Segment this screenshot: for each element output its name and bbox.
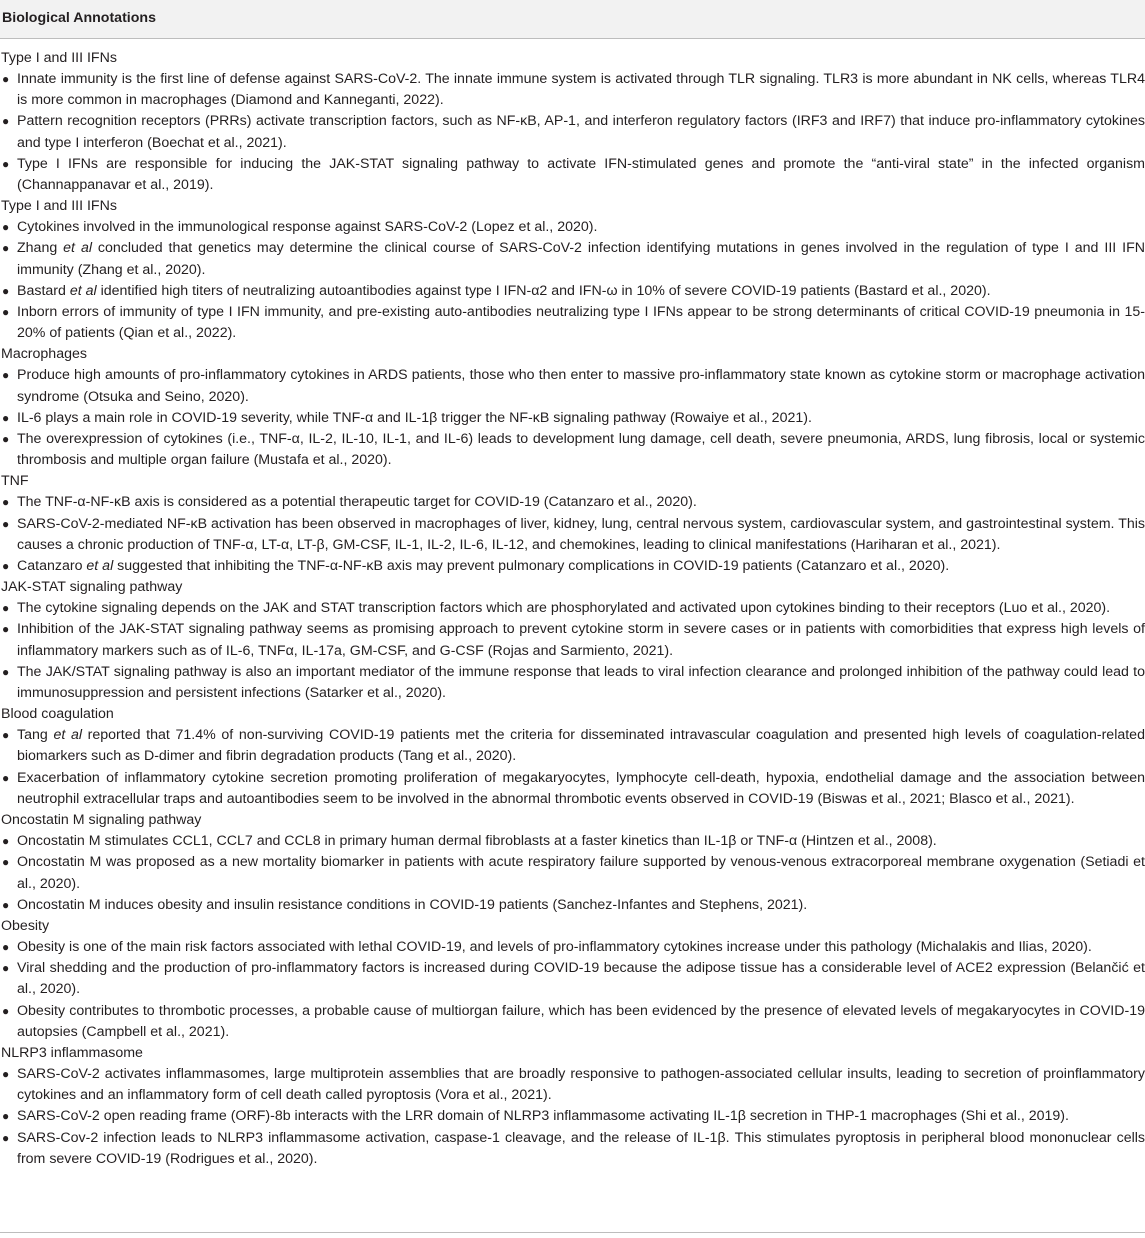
bullet-list [0, 492, 1145, 577]
item-text: Bastard [17, 282, 70, 299]
item-text: The overexpression of cytokines (i.e., TNF-α, IL-2, IL-10, IL-1, and IL-6) leads to development lung damage, cell death, severe pneumonia, ARDS, lung fibrosis, local or systemic thrombosis and multiple organ failure (Mustafa et al., 2020). [17, 431, 1145, 469]
list-item [0, 217, 1145, 238]
italic-text: et al [69, 282, 97, 299]
item-text: IL-6 plays a main role in COVID-19 severity, while TNF-α and IL-1β trigger the NF-κB signaling pathway (Rowaiye et al., 2021). [17, 409, 812, 426]
item-text: SARS-CoV-2-mediated NF-κB activation has been observed in macrophages of liver, kidney, lung, central nervous system, cardiovascular system, and gastrointestinal system. This causes a chronic production of TNF-α, LT-α, LT-β, GM-CSF, IL-1, IL-2, IL-6, IL-12, and chemokines, leading to clinical manifestations (Hariharan et al., 2021). [17, 515, 1145, 553]
list-item [0, 281, 1145, 302]
bottom-rule [0, 1232, 1145, 1233]
table-body [0, 39, 1145, 1170]
item-text: reported that 71.4% of non-surviving COVID-19 patients met the criteria for disseminated intravascular coagulation and presented high levels of coagulation-related biomarkers such as D-dimer and fibrin degradation products (Tang et al., 2020). [17, 727, 1145, 765]
section [0, 1043, 1145, 1170]
bullet-list [0, 725, 1145, 810]
item-text: Exacerbation of inflammatory cytokine secretion promoting proliferation of megakaryocytes, lymphocyte cell-death, hypoxia, endothelial damage and the association between neutrophil extracellular traps and autoantibodies seem to be involved in the abnormal thrombotic events observed in COVID-19 (Biswas et al., 2021; Blasco et al., 2021). [17, 769, 1145, 807]
list-item [0, 1128, 1145, 1170]
list-item [0, 365, 1145, 407]
list-item [0, 958, 1145, 1000]
section [0, 704, 1145, 810]
list-item [0, 154, 1145, 196]
section [0, 916, 1145, 1043]
item-text: Obesity is one of the main risk factors associated with lethal COVID-19, and levels of pro-inflammatory cytokines increase under this pathology (Michalakis and Ilias, 2020). [17, 938, 1092, 955]
section-title: TNF [1, 473, 29, 490]
bullet-icon: ● [2, 283, 10, 298]
item-text: Produce high amounts of pro-inflammatory cytokines in ARDS patients, those who then enter to massive pro-inflammatory state known as cytokine storm or macrophage activation syndrome (Otsuka and Seino, 2020). [17, 367, 1145, 405]
item-text: Inborn errors of immunity of type I IFN immunity, and pre-existing auto-antibodies neutralizing type I IFNs appear to be strong determinants of critical COVID-19 pneumonia in 15-20% of patients (Qian et al., 2022). [17, 304, 1145, 342]
italic-text: et al [63, 240, 92, 257]
list-item [0, 937, 1145, 958]
list-item [0, 598, 1145, 619]
list-item [0, 514, 1145, 556]
list-item [0, 768, 1145, 810]
bullet-icon: ● [2, 516, 10, 531]
item-text: Inhibition of the JAK-STAT signaling pathway seems as promising approach to prevent cytokine storm in severe cases or in patients with comorbidities that express high levels of inflammatory markers such as of IL-6, TNFα, IL-17a, GM-CSF, and G-CSF (Rojas and Sarmiento, 2021). [17, 621, 1145, 659]
item-text: Oncostatin M induces obesity and insulin resistance conditions in COVID-19 patients (Sanchez-Infantes and Stephens, 2021). [17, 896, 808, 913]
italic-text: et al [53, 727, 82, 744]
list-item [0, 1106, 1145, 1127]
item-text: Cytokines involved in the immunological response against SARS-CoV-2 (Lopez et al., 2020). [17, 219, 598, 236]
section-title: NLRP3 inflammasome [1, 1044, 143, 1061]
section-title: JAK-STAT signaling pathway [1, 579, 183, 596]
item-text: The cytokine signaling depends on the JAK and STAT transcription factors which are phosphorylated and activated upon cytokines binding to their receptors (Luo et al., 2020). [17, 600, 1111, 617]
item-text: suggested that inhibiting the TNF-α-NF-κB axis may prevent pulmonary complications in COVID-19 patients (Catanzaro et al., 2020). [113, 558, 950, 575]
bullet-icon: ● [2, 305, 10, 320]
item-text: Innate immunity is the first line of defense against SARS-CoV-2. The innate immune system is activated through TLR signaling. TLR3 is more abundant in NK cells, whereas TLR4 is more common in macrophages (Diamond and Kanneganti, 2022). [17, 71, 1145, 109]
bullet-icon: ● [2, 601, 10, 616]
bullet-icon: ● [2, 72, 10, 86]
bullet-icon: ● [2, 664, 10, 679]
list-item [0, 1001, 1145, 1043]
bullet-icon: ● [2, 241, 10, 256]
bullet-list [0, 1064, 1145, 1170]
item-text: Oncostatin M was proposed as a new mortality biomarker in patients with acute respiratory failure supported by venous-venous extracorporeal membrane oxygenation (Setiadi et al., 2020). [17, 854, 1145, 892]
bullet-icon: ● [2, 939, 10, 954]
list-item [0, 492, 1145, 513]
list-item [0, 662, 1145, 704]
bullet-icon: ● [2, 432, 10, 447]
bullet-icon: ● [2, 728, 10, 743]
bullet-icon: ● [2, 622, 10, 637]
section-title: Type I and III IFNs [1, 198, 117, 215]
bullet-icon: ● [2, 1003, 10, 1018]
bullet-icon: ● [2, 1130, 10, 1145]
list-item [0, 302, 1145, 344]
bullet-icon: ● [2, 1066, 10, 1081]
bullet-icon: ● [2, 770, 10, 785]
bullet-icon: ● [2, 834, 10, 849]
section-title: Obesity [1, 917, 50, 934]
section [0, 471, 1145, 577]
item-text: Zhang [17, 240, 64, 257]
section [0, 344, 1145, 471]
item-text: SARS-Cov-2 infection leads to NLRP3 inflammasome activation, caspase-1 cleavage, and the release of IL-1β. This stimulates pyroptosis in peripheral blood mononuclear cells from severe COVID-19 (Rodrigues et al., 2020). [17, 1129, 1145, 1167]
list-item [0, 429, 1145, 471]
section [0, 810, 1145, 916]
item-text: SARS-CoV-2 open reading frame (ORF)-8b interacts with the LRR domain of NLRP3 inflammasome activating IL-1β secretion in THP-1 macrophages (Shi et al., 2019). [17, 1108, 1069, 1125]
item-text: SARS-CoV-2 activates inflammasomes, large multiprotein assemblies that are broadly responsive to pathogen-associated cellular insults, leading to secretion of proinflammatory cytokines and an inflammatory form of cell death called pyroptosis (Vora et al., 2021). [17, 1065, 1145, 1104]
bullet-icon: ● [2, 559, 10, 574]
bullet-icon: ● [2, 1109, 10, 1124]
bullet-list [0, 365, 1145, 471]
bullet-list [0, 217, 1145, 344]
bullet-list [0, 937, 1145, 1043]
table-header [0, 0, 1145, 39]
section-title: Type I and III IFNs [1, 50, 117, 66]
bullet-icon: ● [2, 368, 10, 383]
item-text: Type I IFNs are responsible for inducing the JAK-STAT signaling pathway to activate IFN-stimulated genes and promote the “anti-viral state” in the infected organism (Channappanavar et al., 2019). [17, 155, 1145, 194]
header-title: Biological Annotations [2, 10, 156, 26]
bullet-list [0, 598, 1145, 704]
item-text: Catanzaro [17, 558, 87, 575]
bullet-list [0, 69, 1145, 196]
list-item [0, 831, 1145, 852]
list-item [0, 408, 1145, 429]
section [0, 577, 1145, 704]
bullet-icon: ● [2, 410, 10, 425]
list-item [0, 238, 1145, 280]
section-title: Blood coagulation [1, 706, 114, 723]
bullet-icon: ● [2, 220, 10, 235]
section-title: Macrophages [1, 346, 87, 363]
item-text: The TNF-α-NF-κB axis is considered as a potential therapeutic target for COVID-19 (Catanzaro et al., 2020). [17, 494, 697, 511]
list-item [0, 1064, 1145, 1106]
bullet-list [0, 831, 1145, 916]
italic-text: et al [86, 558, 114, 575]
list-item [0, 556, 1145, 577]
bullet-icon: ● [2, 961, 10, 976]
bullet-icon: ● [2, 495, 10, 510]
list-item [0, 895, 1145, 916]
section [0, 48, 1145, 196]
section-title: Oncostatin M signaling pathway [1, 812, 202, 829]
item-text: Tang [17, 727, 54, 744]
list-item [0, 619, 1145, 661]
item-text: identified high titers of neutralizing autoantibodies against type I IFN-α2 and IFN-ω in 10% of severe COVID-19 patients (Bastard et al., 2020). [96, 282, 991, 299]
list-item [0, 725, 1145, 767]
list-item [0, 69, 1145, 111]
bullet-icon: ● [2, 114, 10, 129]
item-text: Obesity contributes to thrombotic processes, a probable cause of multiorgan failure, which has been evidenced by the presence of elevated levels of megakaryocytes in COVID-19 autopsies (Campbell et al., 2021). [17, 1002, 1145, 1040]
item-text: Viral shedding and the production of pro-inflammatory factors is increased during COVID-19 because the adipose tissue has a considerable level of ACE2 expression (Belančić et al., 2020). [17, 960, 1145, 998]
item-text: The JAK/STAT signaling pathway is also an important mediator of the immune response that leads to viral infection clearance and prolonged inhibition of the pathway could lead to immunosuppression and persistent infections (Satarker et al., 2020). [17, 663, 1145, 702]
item-text: Pattern recognition receptors (PRRs) activate transcription factors, such as NF-κB, AP-1, and interferon regulatory factors (IRF3 and IRF7) that induce pro-inflammatory cytokines and type I interferon (Boechat et al., 2021). [17, 113, 1145, 151]
item-text: Oncostatin M stimulates CCL1, CCL7 and CCL8 in primary human dermal fibroblasts at a faster kinetics than IL-1β or TNF-α (Hintzen et al., 2008). [17, 833, 937, 850]
list-item [0, 111, 1145, 153]
bullet-icon: ● [2, 156, 10, 171]
section [0, 196, 1145, 344]
bullet-icon: ● [2, 897, 10, 912]
bullet-icon: ● [2, 855, 10, 870]
list-item [0, 852, 1145, 894]
item-text: concluded that genetics may determine the clinical course of SARS-CoV-2 infection identifying mutations in genes involved in the regulation of type I and III IFN immunity (Zhang et al., 2020). [17, 240, 1145, 278]
